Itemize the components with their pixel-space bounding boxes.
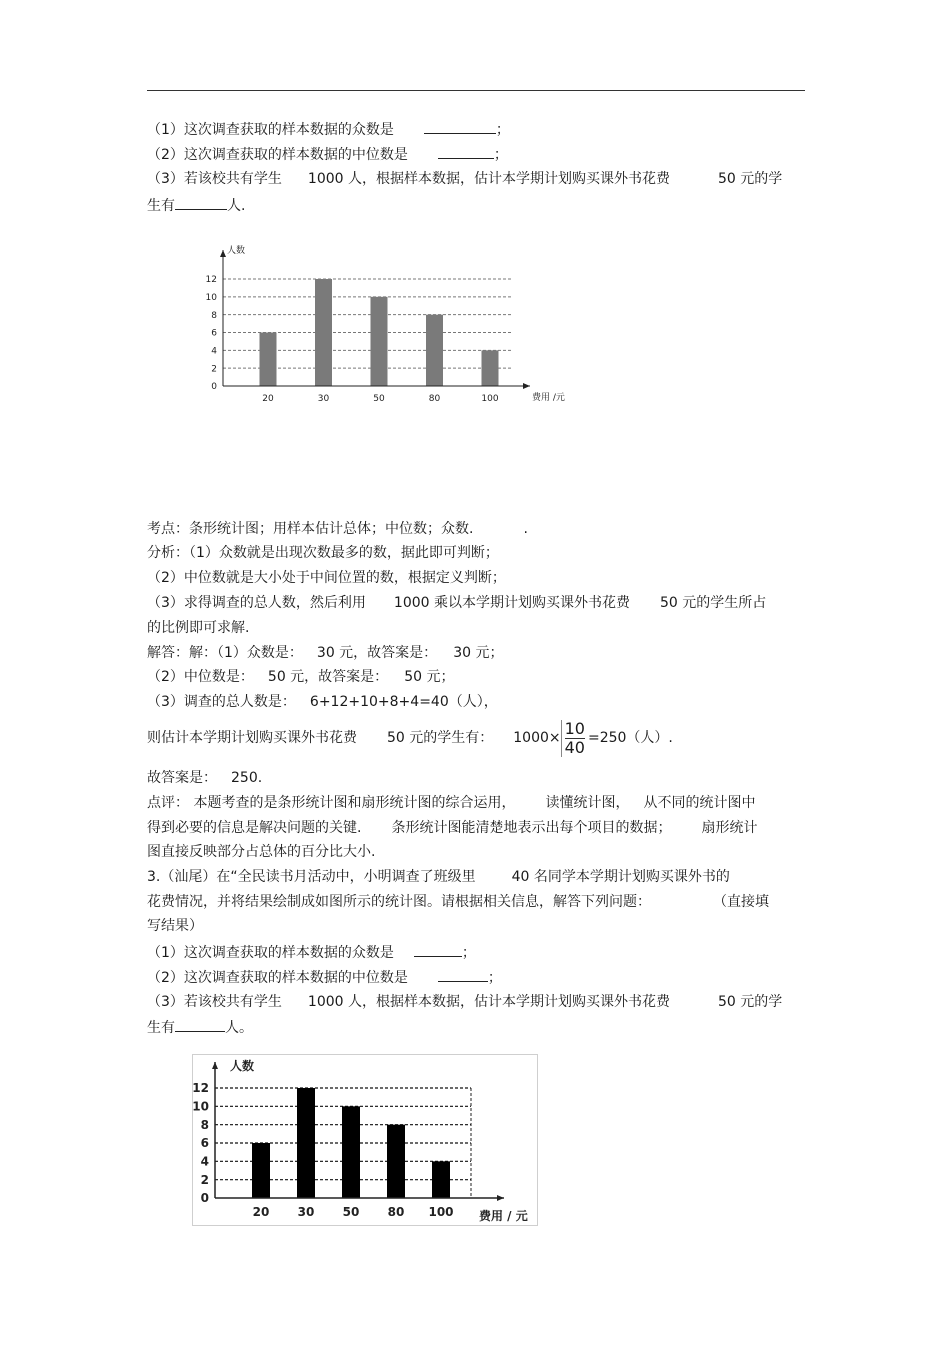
problem3-line-3: 写结果） bbox=[147, 918, 203, 934]
bar bbox=[482, 350, 499, 386]
y-tick-label: 8 bbox=[211, 310, 217, 321]
x-tick-label: 20 bbox=[252, 1205, 270, 1219]
problem3-question-3-cont: 生有 人。 bbox=[147, 1017, 253, 1038]
x-axis-arrow-icon bbox=[523, 383, 530, 389]
bar bbox=[432, 1161, 450, 1198]
x-axis-label: 费用 / 元 bbox=[479, 1209, 528, 1223]
y-tick-label: 6 bbox=[211, 328, 217, 339]
bar-chart-1 bbox=[190, 238, 610, 418]
bar bbox=[342, 1106, 360, 1198]
bar bbox=[260, 333, 277, 387]
y-tick-label: 4 bbox=[211, 346, 217, 357]
y-axis-label: 人数 bbox=[227, 246, 246, 256]
bar bbox=[315, 279, 332, 386]
chart-frame bbox=[193, 1055, 538, 1226]
y-tick-label: 10 bbox=[205, 292, 217, 303]
dianping-3: 图直接反映部分占总体的百分比大小. bbox=[147, 844, 376, 860]
x-tick-label: 80 bbox=[428, 394, 441, 404]
jieda-1: 解答：解：（1）众数是： 30 元，故答案是： 30 元； bbox=[147, 645, 504, 661]
y-tick-label: 2 bbox=[200, 1172, 209, 1187]
answer-blank bbox=[414, 942, 462, 957]
y-tick-label: 4 bbox=[200, 1154, 209, 1169]
bar bbox=[371, 297, 388, 386]
x-tick-label: 80 bbox=[387, 1205, 405, 1219]
x-tick-label: 20 bbox=[262, 394, 274, 404]
question-3-cont: 生有 人. bbox=[147, 195, 245, 216]
fraction: $\frac{10}{40}$ bbox=[561, 720, 588, 757]
fenxi-3: （3）求得调查的总人数，然后利用 1000 乘以本学期计划购买课外书花费 50 元的学生所占 bbox=[147, 595, 767, 611]
answer-blank bbox=[424, 119, 496, 134]
header-rule bbox=[147, 90, 805, 91]
bar-chart-2 bbox=[192, 1054, 538, 1226]
x-axis-arrow-icon bbox=[497, 1195, 504, 1201]
y-tick-label: 0 bbox=[211, 382, 217, 393]
problem3-line-2: 花费情况，并将结果绘制成如图所示的统计图。请根据相关信息，解答下列问题： （直接填 bbox=[147, 894, 769, 910]
bar bbox=[297, 1088, 315, 1198]
x-tick-label: 50 bbox=[342, 1205, 360, 1219]
y-tick-label: 6 bbox=[200, 1136, 209, 1151]
y-tick-label: 8 bbox=[200, 1117, 209, 1132]
fenxi-4: 的比例即可求解. bbox=[147, 620, 250, 636]
x-axis-label: 费用 /元 bbox=[532, 393, 565, 403]
dianping-1: 点评： 本题考查的是条形统计图和扇形统计图的综合运用， 读懂统计图， 从不同的统计图中 bbox=[147, 795, 756, 811]
bar bbox=[387, 1125, 405, 1198]
problem3-question-2: （2）这次调查获取的样本数据的中位数是 ； bbox=[147, 967, 502, 988]
fenxi-2: （2）中位数就是大小处于中间位置的数，根据定义判断； bbox=[147, 570, 506, 586]
kaodian: 考点：条形统计图；用样本估计总体；中位数；众数. . bbox=[147, 521, 528, 537]
jieda-3: （3）调查的总人数是： 6+12+10+8+4=40（人）， bbox=[147, 694, 498, 710]
answer-blank bbox=[175, 1017, 225, 1032]
problem3-question-3: （3）若该校共有学生 1000 人，根据样本数据，估计本学期计划购买课外书花费 50 元的学 bbox=[147, 994, 783, 1010]
fenxi-1: 分析：（1）众数就是出现次数最多的数，据此即可判断； bbox=[147, 545, 499, 561]
dianping-2: 得到必要的信息是解决问题的关键. 条形统计图能清楚地表示出每个项目的数据； 扇形统计 bbox=[147, 820, 758, 836]
problem3-line-1: 3.（汕尾）在“全民读书月活动中，小明调查了班级里 40 名同学本学期计划购买课外书的 bbox=[147, 869, 730, 885]
bar bbox=[426, 315, 443, 386]
y-axis-arrow-icon bbox=[220, 250, 226, 257]
jieda-2: （2）中位数是： 50 元，故答案是： 50 元； bbox=[147, 669, 455, 685]
y-tick-label: 12 bbox=[205, 275, 217, 286]
question-2: （2）这次调查获取的样本数据的中位数是 ； bbox=[147, 144, 508, 165]
y-axis-arrow-icon bbox=[212, 1062, 218, 1069]
problem3-question-1: （1）这次调查获取的样本数据的众数是 ； bbox=[147, 942, 476, 963]
answer-blank bbox=[175, 195, 227, 210]
estimate-line: 则估计本学期计划购买课外书花费 50 元的学生有： 1000× $\frac{10}{40}$ =250（人）. bbox=[147, 718, 673, 757]
answer-blank bbox=[438, 967, 488, 982]
bar bbox=[252, 1143, 270, 1198]
y-tick-label: 2 bbox=[211, 364, 217, 375]
x-tick-label: 30 bbox=[297, 1205, 315, 1219]
y-tick-label: 12 bbox=[192, 1081, 209, 1096]
question-1: （1）这次调查获取的样本数据的众数是 ； bbox=[147, 119, 510, 140]
y-axis-label: 人数 bbox=[230, 1059, 255, 1073]
y-tick-label: 0 bbox=[200, 1191, 209, 1206]
answer-line: 故答案是： 250. bbox=[147, 770, 263, 786]
x-tick-label: 30 bbox=[317, 394, 330, 404]
answer-blank bbox=[438, 144, 494, 159]
x-tick-label: 100 bbox=[428, 1205, 454, 1219]
question-3: （3）若该校共有学生 1000 人，根据样本数据，估计本学期计划购买课外书花费 50 元的学 bbox=[147, 171, 783, 187]
x-tick-label: 100 bbox=[481, 394, 499, 404]
y-tick-label: 10 bbox=[192, 1099, 209, 1114]
x-tick-label: 50 bbox=[373, 394, 385, 404]
